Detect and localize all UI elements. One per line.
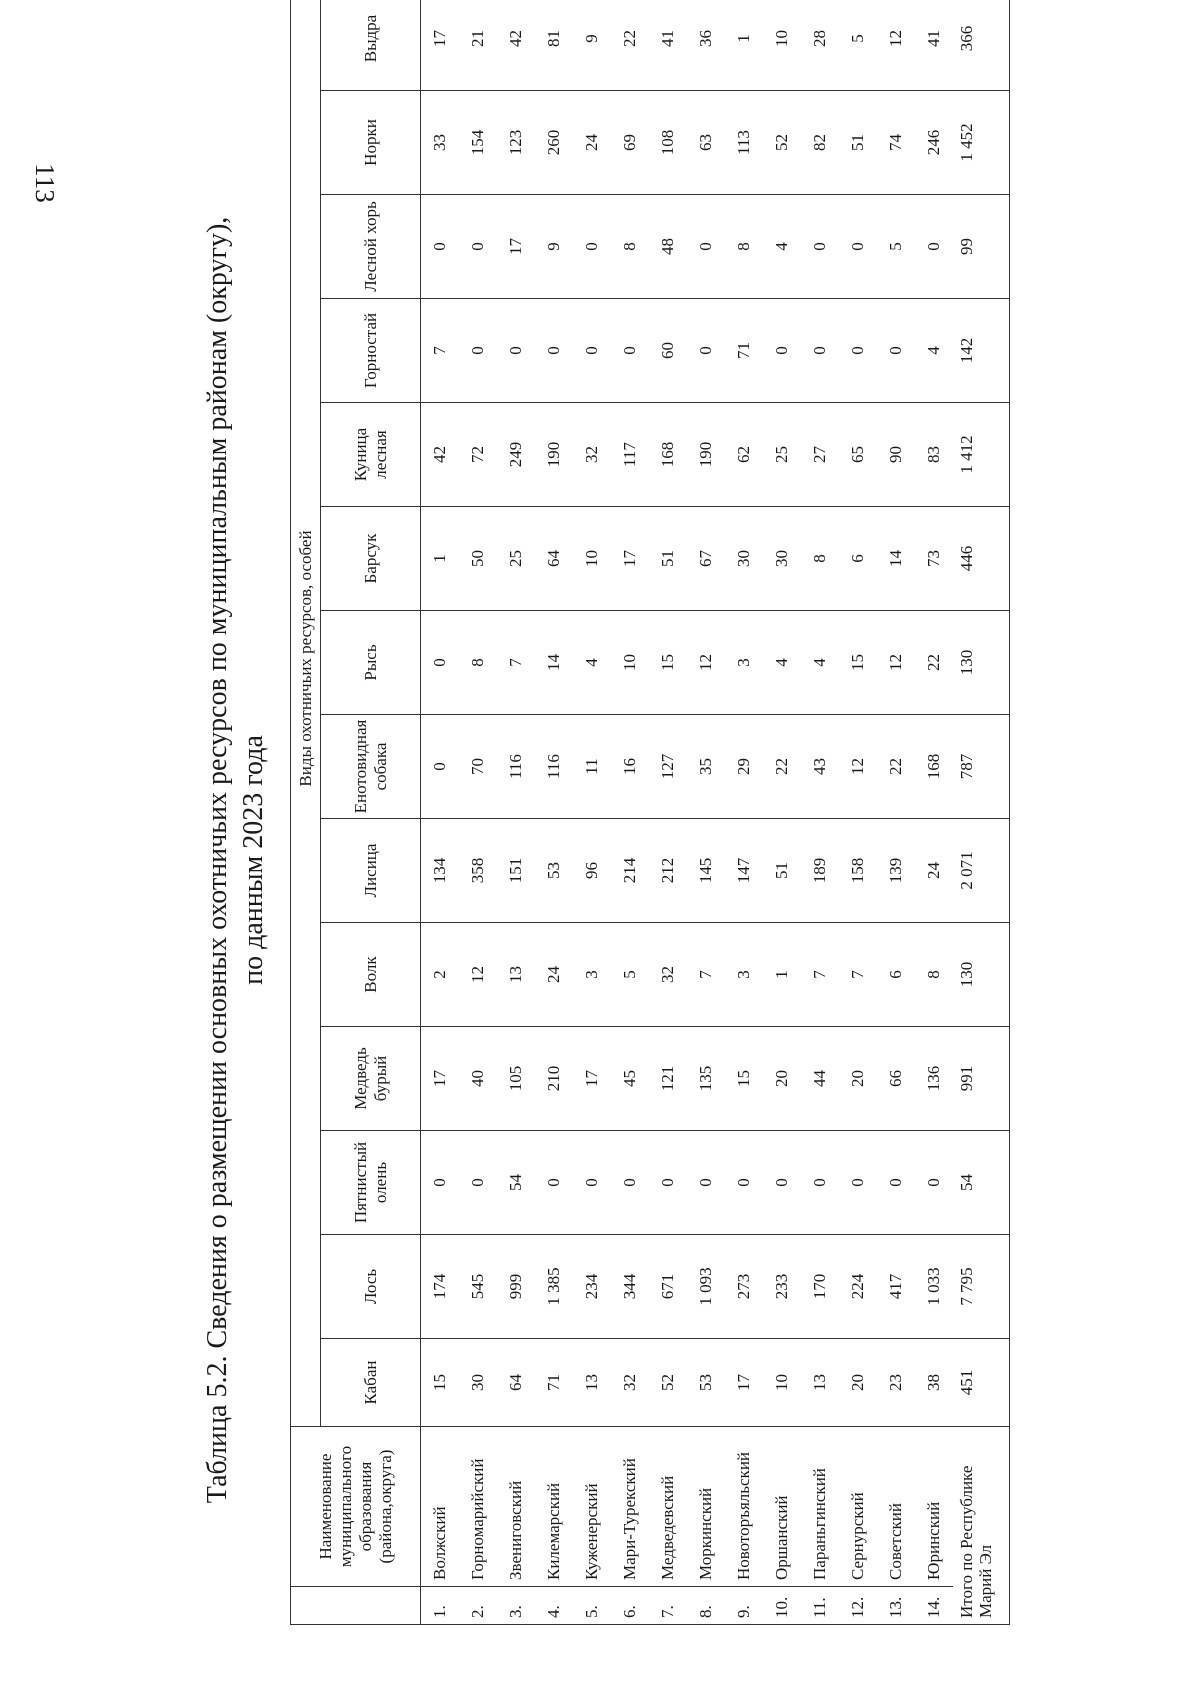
table-cell: 42 xyxy=(421,403,460,507)
header-species: Пятнистый олень xyxy=(321,1131,421,1235)
header-number-cell xyxy=(291,1587,421,1625)
table-cell: 41 xyxy=(915,0,953,91)
table-cell: 33 xyxy=(421,91,460,195)
table-cell: 11 xyxy=(573,715,611,819)
table-cell: 1 xyxy=(421,507,460,611)
table-cell: 9 xyxy=(535,195,573,299)
table-cell: 20 xyxy=(839,1339,877,1427)
row-number: 14. xyxy=(915,1587,953,1625)
table-cell: 0 xyxy=(801,1131,839,1235)
total-cell: 54 xyxy=(953,1131,1010,1235)
row-number: 6. xyxy=(611,1587,649,1625)
table-cell: 64 xyxy=(497,1339,535,1427)
table-cell: 65 xyxy=(839,403,877,507)
table-cell: 17 xyxy=(611,507,649,611)
rotated-table-block xyxy=(200,14,1045,1625)
table-cell: 154 xyxy=(459,91,497,195)
table-cell: 135 xyxy=(687,1027,725,1131)
table-cell: 0 xyxy=(839,1131,877,1235)
table-cell: 168 xyxy=(649,403,687,507)
header-species: Лисица xyxy=(321,819,421,923)
table-row xyxy=(573,0,611,1625)
table-cell: 28 xyxy=(801,0,839,91)
table-cell: 127 xyxy=(649,715,687,819)
table-cell: 3 xyxy=(725,923,763,1027)
table-cell: 0 xyxy=(611,299,649,403)
table-cell: 8 xyxy=(801,507,839,611)
row-number: 12. xyxy=(839,1587,877,1625)
row-number: 3. xyxy=(497,1587,535,1625)
table-cell: 44 xyxy=(801,1027,839,1131)
table-cell: 40 xyxy=(459,1027,497,1131)
municipality-name: Мари-Турекский xyxy=(611,1427,649,1587)
table-cell: 25 xyxy=(497,507,535,611)
table-cell: 0 xyxy=(535,299,573,403)
table-cell: 8 xyxy=(611,195,649,299)
table-cell: 0 xyxy=(839,195,877,299)
table-cell: 14 xyxy=(535,611,573,715)
table-cell: 6 xyxy=(839,507,877,611)
table-cell: 6 xyxy=(877,923,915,1027)
table-cell: 0 xyxy=(915,1131,953,1235)
table-row xyxy=(877,0,915,1625)
total-cell: 2 071 xyxy=(953,819,1010,923)
table-cell: 25 xyxy=(763,403,801,507)
municipality-name: Новоторъяльский xyxy=(725,1427,763,1587)
table-cell: 273 xyxy=(725,1235,763,1339)
total-cell: 451 xyxy=(953,1339,1010,1427)
row-number: 9. xyxy=(725,1587,763,1625)
row-number: 5. xyxy=(573,1587,611,1625)
table-cell: 123 xyxy=(497,91,535,195)
table-cell: 136 xyxy=(915,1027,953,1131)
table-cell: 64 xyxy=(535,507,573,611)
table-cell: 82 xyxy=(801,91,839,195)
table-cell: 53 xyxy=(687,1339,725,1427)
municipality-name: Медведевский xyxy=(649,1427,687,1587)
caption-line-1: Таблица 5.2. Сведения о размещении основных охотничьих ресурсов по муниципальным районам (округу), xyxy=(202,216,233,1504)
table-cell: 174 xyxy=(421,1235,460,1339)
table-row xyxy=(497,0,535,1625)
table-row xyxy=(839,0,877,1625)
table-cell: 51 xyxy=(649,507,687,611)
table-cell: 52 xyxy=(649,1339,687,1427)
table-cell: 116 xyxy=(535,715,573,819)
municipality-name: Моркинский xyxy=(687,1427,725,1587)
table-cell: 74 xyxy=(877,91,915,195)
table-cell: 1 xyxy=(725,0,763,91)
header-species: Медведь бурый xyxy=(321,1027,421,1131)
table-cell: 17 xyxy=(421,0,460,91)
table-cell: 0 xyxy=(763,1131,801,1235)
table-cell: 0 xyxy=(421,1131,460,1235)
table-cell: 3 xyxy=(725,611,763,715)
table-cell: 27 xyxy=(801,403,839,507)
table-cell: 0 xyxy=(573,195,611,299)
table-cell: 12 xyxy=(877,0,915,91)
row-number: 8. xyxy=(687,1587,725,1625)
table-cell: 15 xyxy=(839,611,877,715)
total-cell: 130 xyxy=(953,923,1010,1027)
table-cell: 113 xyxy=(725,91,763,195)
table-cell: 35 xyxy=(687,715,725,819)
header-species: Выдра xyxy=(321,0,421,91)
table-cell: 0 xyxy=(687,1131,725,1235)
page-number: 113 xyxy=(30,163,60,203)
table-row xyxy=(421,0,460,1625)
table-row xyxy=(763,0,801,1625)
table-cell: 51 xyxy=(839,91,877,195)
table-cell: 4 xyxy=(801,611,839,715)
table-cell: 12 xyxy=(687,611,725,715)
table-cell: 4 xyxy=(763,195,801,299)
header-species: Волк xyxy=(321,923,421,1027)
table-cell: 21 xyxy=(459,0,497,91)
hunting-resources-table xyxy=(290,0,1010,1625)
table-cell: 0 xyxy=(573,1131,611,1235)
table-cell: 20 xyxy=(839,1027,877,1131)
table-cell: 5 xyxy=(611,923,649,1027)
header-species: Лось xyxy=(321,1235,421,1339)
table-cell: 190 xyxy=(535,403,573,507)
table-cell: 53 xyxy=(535,819,573,923)
table-cell: 43 xyxy=(801,715,839,819)
row-number: 11. xyxy=(801,1587,839,1625)
table-cell: 0 xyxy=(497,299,535,403)
table-cell: 0 xyxy=(459,1131,497,1235)
row-number: 10. xyxy=(763,1587,801,1625)
table-cell: 4 xyxy=(763,611,801,715)
table-cell: 24 xyxy=(915,819,953,923)
table-cell: 24 xyxy=(573,91,611,195)
header-species-group: Виды охотничьих ресурсов, особей xyxy=(291,0,321,1427)
table-cell: 4 xyxy=(915,299,953,403)
table-cell: 168 xyxy=(915,715,953,819)
table-cell: 12 xyxy=(877,611,915,715)
municipality-name: Параньгинский xyxy=(801,1427,839,1587)
municipality-name: Звениговский xyxy=(497,1427,535,1587)
row-number: 13. xyxy=(877,1587,915,1625)
table-cell: 83 xyxy=(915,403,953,507)
table-cell: 22 xyxy=(877,715,915,819)
header-species: Енотовидная собака xyxy=(321,715,421,819)
table-cell: 48 xyxy=(649,195,687,299)
header-species: Кабан xyxy=(321,1339,421,1427)
table-cell: 0 xyxy=(801,195,839,299)
table-cell: 246 xyxy=(915,91,953,195)
table-cell: 0 xyxy=(459,299,497,403)
table-cell: 14 xyxy=(877,507,915,611)
caption-line-2: по данным 2023 года xyxy=(238,735,269,985)
table-cell: 0 xyxy=(801,299,839,403)
table-cell: 10 xyxy=(573,507,611,611)
municipality-name: Горномарийский xyxy=(459,1427,497,1587)
table-cell: 60 xyxy=(649,299,687,403)
total-cell: 446 xyxy=(953,507,1010,611)
table-cell: 15 xyxy=(649,611,687,715)
table-cell: 1 093 xyxy=(687,1235,725,1339)
table-cell: 214 xyxy=(611,819,649,923)
total-cell: 1 412 xyxy=(953,403,1010,507)
table-cell: 417 xyxy=(877,1235,915,1339)
table-cell: 2 xyxy=(421,923,460,1027)
total-cell: 787 xyxy=(953,715,1010,819)
table-cell: 96 xyxy=(573,819,611,923)
table-cell: 23 xyxy=(877,1339,915,1427)
table-cell: 121 xyxy=(649,1027,687,1131)
table-cell: 22 xyxy=(915,611,953,715)
table-cell: 190 xyxy=(687,403,725,507)
table-cell: 145 xyxy=(687,819,725,923)
header-municipality: Наименование муниципального образования (района,округа) xyxy=(291,1427,421,1587)
table-cell: 249 xyxy=(497,403,535,507)
header-species: Куница лесная xyxy=(321,403,421,507)
total-cell: 142 xyxy=(953,299,1010,403)
total-cell: 1 452 xyxy=(953,91,1010,195)
table-cell: 15 xyxy=(725,1027,763,1131)
table-cell: 4 xyxy=(573,611,611,715)
table-cell: 8 xyxy=(915,923,953,1027)
table-cell: 63 xyxy=(687,91,725,195)
municipality-name: Куженерский xyxy=(573,1427,611,1587)
table-cell: 70 xyxy=(459,715,497,819)
table-cell: 69 xyxy=(611,91,649,195)
table-cell: 36 xyxy=(687,0,725,91)
table-cell: 117 xyxy=(611,403,649,507)
table-cell: 671 xyxy=(649,1235,687,1339)
municipality-name: Юринский xyxy=(915,1427,953,1587)
table-cell: 999 xyxy=(497,1235,535,1339)
table-cell: 0 xyxy=(459,195,497,299)
header-species: Рысь xyxy=(321,611,421,715)
table-cell: 42 xyxy=(497,0,535,91)
table-cell: 1 xyxy=(763,923,801,1027)
table-cell: 17 xyxy=(421,1027,460,1131)
table-cell: 22 xyxy=(611,0,649,91)
municipality-name: Килемарский xyxy=(535,1427,573,1587)
table-cell: 17 xyxy=(573,1027,611,1131)
table-row xyxy=(459,0,497,1625)
table-cell: 0 xyxy=(839,299,877,403)
table-cell: 20 xyxy=(763,1027,801,1131)
table-cell: 17 xyxy=(725,1339,763,1427)
table-cell: 0 xyxy=(915,195,953,299)
table-cell: 260 xyxy=(535,91,573,195)
table-cell: 30 xyxy=(763,507,801,611)
table-cell: 13 xyxy=(801,1339,839,1427)
table-cell: 212 xyxy=(649,819,687,923)
table-cell: 0 xyxy=(611,1131,649,1235)
table-cell: 233 xyxy=(763,1235,801,1339)
total-row xyxy=(953,0,1010,1625)
table-cell: 10 xyxy=(611,611,649,715)
municipality-name: Советский xyxy=(877,1427,915,1587)
table-cell: 234 xyxy=(573,1235,611,1339)
table-cell: 0 xyxy=(687,195,725,299)
table-cell: 90 xyxy=(877,403,915,507)
row-number: 4. xyxy=(535,1587,573,1625)
table-cell: 17 xyxy=(497,195,535,299)
table-cell: 5 xyxy=(839,0,877,91)
table-cell: 7 xyxy=(421,299,460,403)
table-caption xyxy=(200,95,280,1625)
table-cell: 1 385 xyxy=(535,1235,573,1339)
total-cell: 7 795 xyxy=(953,1235,1010,1339)
table-cell: 50 xyxy=(459,507,497,611)
table-cell: 3 xyxy=(573,923,611,1027)
table-cell: 358 xyxy=(459,819,497,923)
table-cell: 0 xyxy=(535,1131,573,1235)
total-cell: 130 xyxy=(953,611,1010,715)
table-cell: 15 xyxy=(421,1339,460,1427)
table-cell: 38 xyxy=(915,1339,953,1427)
table-cell: 147 xyxy=(725,819,763,923)
row-number: 2. xyxy=(459,1587,497,1625)
table-cell: 41 xyxy=(649,0,687,91)
table-cell: 0 xyxy=(763,299,801,403)
table-cell: 158 xyxy=(839,819,877,923)
table-cell: 71 xyxy=(535,1339,573,1427)
table-cell: 224 xyxy=(839,1235,877,1339)
table-cell: 0 xyxy=(421,611,460,715)
table-cell: 66 xyxy=(877,1027,915,1131)
header-species: Горностай xyxy=(321,299,421,403)
table-cell: 81 xyxy=(535,0,573,91)
table-cell: 0 xyxy=(725,1131,763,1235)
table-cell: 0 xyxy=(877,1131,915,1235)
table-cell: 344 xyxy=(611,1235,649,1339)
table-cell: 5 xyxy=(877,195,915,299)
table-cell: 51 xyxy=(763,819,801,923)
table-cell: 73 xyxy=(915,507,953,611)
table-cell: 8 xyxy=(459,611,497,715)
table-cell: 62 xyxy=(725,403,763,507)
table-row xyxy=(801,0,839,1625)
table-cell: 116 xyxy=(497,715,535,819)
total-cell: 991 xyxy=(953,1027,1010,1131)
table-cell: 16 xyxy=(611,715,649,819)
table-cell: 0 xyxy=(687,299,725,403)
header-species: Барсук xyxy=(321,507,421,611)
total-cell: 99 xyxy=(953,195,1010,299)
municipality-name: Волжский xyxy=(421,1427,460,1587)
row-number: 7. xyxy=(649,1587,687,1625)
table-cell: 12 xyxy=(839,715,877,819)
table-row xyxy=(687,0,725,1625)
table-cell: 105 xyxy=(497,1027,535,1131)
table-cell: 545 xyxy=(459,1235,497,1339)
table-cell: 170 xyxy=(801,1235,839,1339)
table-cell: 71 xyxy=(725,299,763,403)
table-row xyxy=(611,0,649,1625)
table-cell: 1 033 xyxy=(915,1235,953,1339)
total-label: Итого по Республике Марий Эл xyxy=(953,1427,1010,1625)
table-row xyxy=(649,0,687,1625)
table-cell: 30 xyxy=(459,1339,497,1427)
header-species: Лесной хорь xyxy=(321,195,421,299)
table-cell: 189 xyxy=(801,819,839,923)
table-cell: 72 xyxy=(459,403,497,507)
table-cell: 9 xyxy=(573,0,611,91)
table-cell: 13 xyxy=(573,1339,611,1427)
table-cell: 7 xyxy=(687,923,725,1027)
row-number: 1. xyxy=(421,1587,460,1625)
table-cell: 10 xyxy=(763,0,801,91)
table-cell: 32 xyxy=(611,1339,649,1427)
municipality-name: Сернурский xyxy=(839,1427,877,1587)
table-cell: 7 xyxy=(839,923,877,1027)
table-row xyxy=(915,0,953,1625)
table-cell: 0 xyxy=(421,715,460,819)
table-cell: 32 xyxy=(649,923,687,1027)
table-cell: 67 xyxy=(687,507,725,611)
table-cell: 54 xyxy=(497,1131,535,1235)
table-cell: 0 xyxy=(421,195,460,299)
municipality-name: Оршанский xyxy=(763,1427,801,1587)
table-cell: 45 xyxy=(611,1027,649,1131)
table-cell: 22 xyxy=(763,715,801,819)
header-species: Норки xyxy=(321,91,421,195)
table-row xyxy=(535,0,573,1625)
table-cell: 52 xyxy=(763,91,801,195)
table-cell: 108 xyxy=(649,91,687,195)
table-row xyxy=(725,0,763,1625)
table-cell: 7 xyxy=(497,611,535,715)
table-cell: 0 xyxy=(573,299,611,403)
total-cell: 366 xyxy=(953,0,1010,91)
table-cell: 210 xyxy=(535,1027,573,1131)
table-cell: 139 xyxy=(877,819,915,923)
table-cell: 24 xyxy=(535,923,573,1027)
table-cell: 0 xyxy=(877,299,915,403)
table-cell: 29 xyxy=(725,715,763,819)
table-cell: 8 xyxy=(725,195,763,299)
table-cell: 12 xyxy=(459,923,497,1027)
table-cell: 13 xyxy=(497,923,535,1027)
table-cell: 10 xyxy=(763,1339,801,1427)
table-cell: 0 xyxy=(649,1131,687,1235)
table-cell: 32 xyxy=(573,403,611,507)
table-cell: 30 xyxy=(725,507,763,611)
table-cell: 151 xyxy=(497,819,535,923)
table-cell: 134 xyxy=(421,819,460,923)
table-cell: 7 xyxy=(801,923,839,1027)
